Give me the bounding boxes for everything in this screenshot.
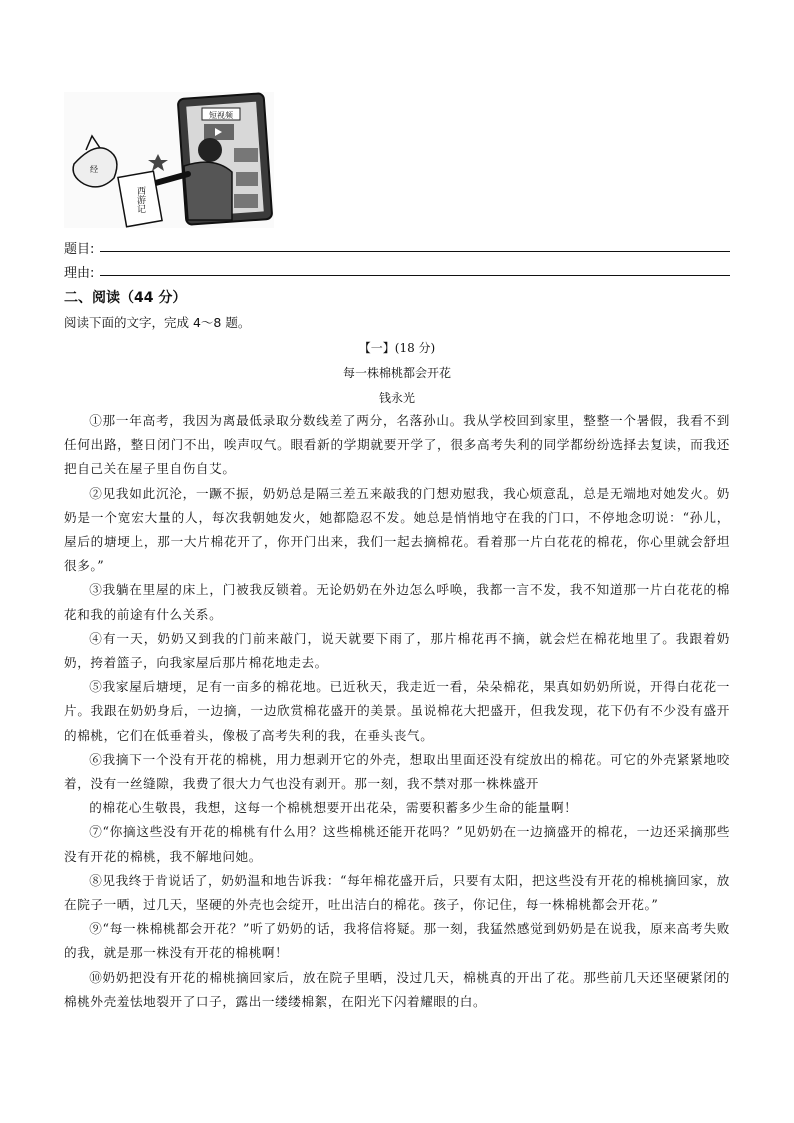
paragraph: ④有一天，奶奶又到我的门前来敲门，说天就要下雨了，那片棉花再不摘，就会烂在棉花地里了。我跟着奶奶，挎着篮子，向我家屋后那片棉花地走去。 (64, 630, 730, 671)
paragraph: ⑧见我终于肯说话了，奶奶温和地告诉我：“每年棉花盛开后，只要有太阳，把这些没有开花的棉桃摘回家，放在院子一晒，过几天，坚硬的外壳也会绽开，吐出洁白的棉花。孩子，你记住，每一株棉桃都会开花。” (64, 872, 730, 913)
reason-label: 理由: (64, 266, 95, 281)
passage-part-label: 【一】(18 分) (358, 341, 436, 355)
topic-field[interactable] (64, 238, 94, 257)
paragraph: 的棉花心生敬畏，我想，这每一个棉桃想要开出花朵，需要积蓄多少生命的能量啊！ (89, 800, 578, 816)
passage-author: 钱永光 (378, 391, 415, 405)
reason-underline (100, 275, 730, 276)
section-instruction: 阅读下面的文字，完成 4～8 题。 (64, 315, 251, 330)
book-label: 西游记 (135, 186, 145, 213)
bag-label: 经 (90, 165, 98, 174)
paragraph: ③我躺在里屋的床上，门被我反锁着。无论奶奶在外边怎么呼唤，我都一言不发，我不知道那一片白花花的棉花和我的前途有什么关系。 (64, 582, 730, 622)
reason-field[interactable] (64, 262, 94, 281)
paragraph: ⑨“每一株棉桃都会开花？”听了奶奶的话，我将信将疑。那一刻，我猛然感觉到奶奶是在说我，原来高考失败的我，就是那一株没有开花的棉桃啊！ (64, 921, 730, 961)
section-title: 二、阅读（44 分） (64, 290, 187, 306)
topic-underline (100, 251, 730, 252)
paragraph: ⑥我摘下一个没有开花的棉桃，用力想剥开它的外壳，想取出里面还没有绽放出的棉花。可它的外壳紧紧地咬着，没有一丝缝隙，我费了很大力气也没有剥开。那一刻，我不禁对那一株株盛开 (64, 751, 730, 792)
paragraph: ②见我如此沉沦，一蹶不振，奶奶总是隔三差五来敲我的门想劝慰我，我心烦意乱，总是无端地对她发火。奶奶是一个宽宏大量的人，每次我朝她发火，她都隐忍不发。她总是悄悄地守在我的门口，不停地念叨说：“孙儿，屋后的塘埂上，那一大片棉花开了，你开门出来，我们一起去摘棉花。看着那一片白花花的棉花，你心里就会舒坦很多。” (64, 485, 730, 574)
illustration (64, 92, 274, 228)
phone-label: 短视频 (209, 111, 233, 120)
topic-label: 题目: (64, 242, 95, 257)
paragraph: ①那一年高考，我因为离最低录取分数线差了两分，名落孙山。我从学校回到家里，整整一个暑假，我看不到任何出路，整日闭门不出，唉声叹气。眼看新的学期就要开学了，很多高考失利的同学都纷纷选择去复读，而我还把自己关在屋子里自伤自艾。 (64, 413, 730, 477)
paragraph: ⑩奶奶把没有开花的棉桃摘回家后，放在院子里晒，没过几天，棉桃真的开出了花。那些前几天还坚硬紧闭的棉桃外壳羞怯地裂开了口子，露出一缕缕棉絮，在阳光下闪着耀眼的白。 (64, 969, 730, 1009)
paragraph: ⑤我家屋后塘埂，足有一亩多的棉花地。已近秋天，我走近一看，朵朵棉花，果真如奶奶所说，开得白花花一片。我跟在奶奶身后，一边摘，一边欣赏棉花盛开的美景。虽说棉花大把盛开，但我发现，花下仍有不少没有盛开的棉桃，它们在低垂着头，像极了高考失利的我，在垂头丧气。 (64, 679, 730, 743)
passage-body (64, 409, 730, 1014)
passage-title: 每一株棉桃都会开花 (342, 366, 451, 380)
paragraph: ⑦“你摘这些没有开花的棉桃有什么用？这些棉桃还能开花吗？”见奶奶在一边摘盛开的棉花，一边还采摘那些没有开花的棉桃，我不解地问她。 (64, 824, 730, 864)
